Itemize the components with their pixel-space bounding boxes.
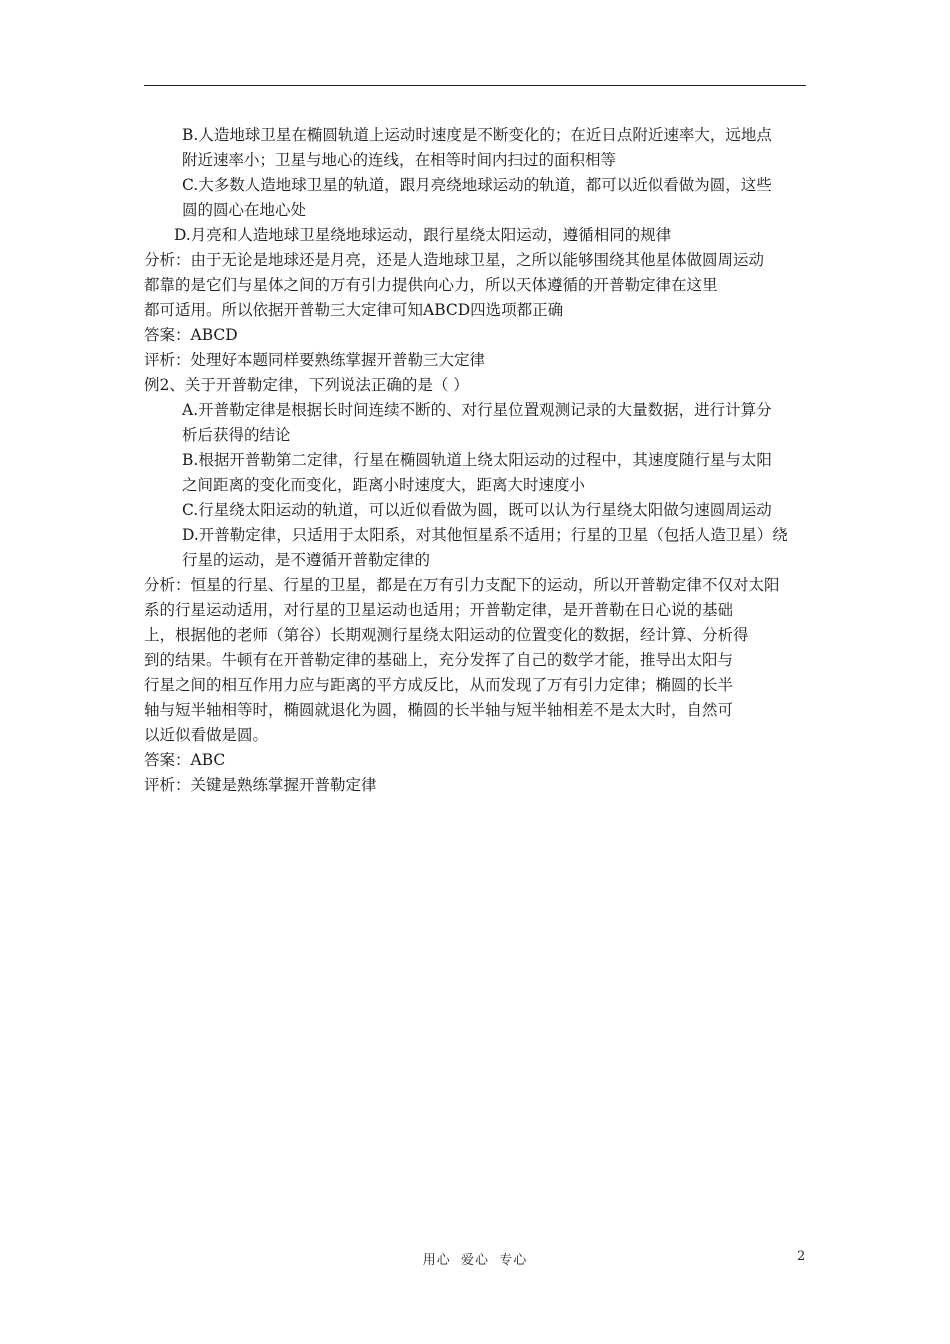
text-line: 行星之间的相互作用力应与距离的平方成反比，从而发现了万有引力定律；椭圆的长半	[144, 676, 734, 694]
text-line: D.开普勒定律，只适用于太阳系，对其他恒星系不适用；行星的卫星（包括人造卫星）绕	[182, 526, 788, 544]
text-line: 行星的运动，是不遵循开普勒定律的	[182, 551, 431, 569]
text-line: 圆的圆心在地心处	[182, 201, 307, 219]
text-line: 之间距离的变化而变化，距离小时速度大，距离大时速度小	[182, 476, 586, 494]
text-line: 附近速率小；卫星与地心的连线，在相等时间内扫过的面积相等	[182, 151, 617, 169]
answer-1: 答案：ABCD	[144, 326, 238, 344]
example-2-option-b	[182, 448, 812, 498]
option-c	[182, 173, 812, 223]
text-line: 都可适用。所以依据开普勒三大定律可知ABCD四选项都正确	[144, 301, 564, 319]
text-line: B.人造地球卫星在椭圆轨道上运动时速度是不断变化的；在近日点附近速率大，远地点	[182, 126, 772, 144]
document-body	[144, 123, 812, 798]
text-line: 上，根据他的老师（第谷）长期观测行星绕太阳运动的位置变化的数据，经计算、分析得	[144, 626, 749, 644]
analysis-2	[144, 573, 812, 748]
page-number: 2	[797, 1249, 806, 1264]
text-line: D.月亮和人造地球卫星绕地球运动，跟行星绕太阳运动，遵循相同的规律	[174, 226, 672, 244]
comment-1: 评析：处理好本题同样要熟练掌握开普勒三大定律	[144, 351, 486, 369]
option-d	[174, 223, 812, 248]
example-2-option-d	[182, 523, 812, 573]
answer-2: 答案：ABC	[144, 751, 226, 769]
text-line: 轴与短半轴相等时，椭圆就退化为圆，椭圆的长半轴与短半轴相差不是太大时，自然可	[144, 701, 734, 719]
text-line: 分析：由于无论是地球还是月亮，还是人造地球卫星，之所以能够围绕其他星体做圆周运动	[144, 251, 765, 269]
text-line: C.大多数人造地球卫星的轨道，跟月亮绕地球运动的轨道，都可以近似看做为圆，这些	[182, 176, 772, 194]
text-line: 都靠的是它们与星体之间的万有引力提供向心力，所以天体遵循的开普勒定律在这里	[144, 276, 718, 294]
comment-2: 评析：关键是熟练掌握开普勒定律	[144, 776, 377, 794]
example-2-option-a	[182, 398, 812, 448]
text-line: 到的结果。牛顿有在开普勒定律的基础上，充分发挥了自己的数学才能，推导出太阳与	[144, 651, 734, 669]
text-line: 析后获得的结论	[182, 426, 291, 444]
text-line: B.根据开普勒第二定律，行星在椭圆轨道上绕太阳运动的过程中，其速度随行星与太阳	[182, 451, 772, 469]
example-2-option-c	[182, 498, 812, 523]
analysis-1	[144, 248, 812, 323]
text-line: 系的行星运动适用，对行星的卫星运动也适用；开普勒定律，是开普勒在日心说的基础	[144, 601, 734, 619]
text-line: 分析：恒星的行星、行星的卫星，都是在万有引力支配下的运动，所以开普勒定律不仅对太阳	[144, 576, 780, 594]
text-line: A.开普勒定律是根据长时间连续不断的、对行星位置观测记录的大量数据，进行计算分	[182, 401, 772, 419]
text-line: C.行星绕太阳运动的轨道，可以近似看做为圆，既可以认为行星绕太阳做匀速圆周运动	[182, 501, 772, 519]
option-b	[182, 123, 812, 173]
page-footer: 用心 爱心 专心	[422, 1253, 528, 1268]
text-line: 以近似看做是圆。	[144, 726, 269, 744]
header-rule	[144, 85, 806, 86]
example-2-question: 例2、关于开普勒定律，下列说法正确的是（ ）	[144, 376, 469, 394]
